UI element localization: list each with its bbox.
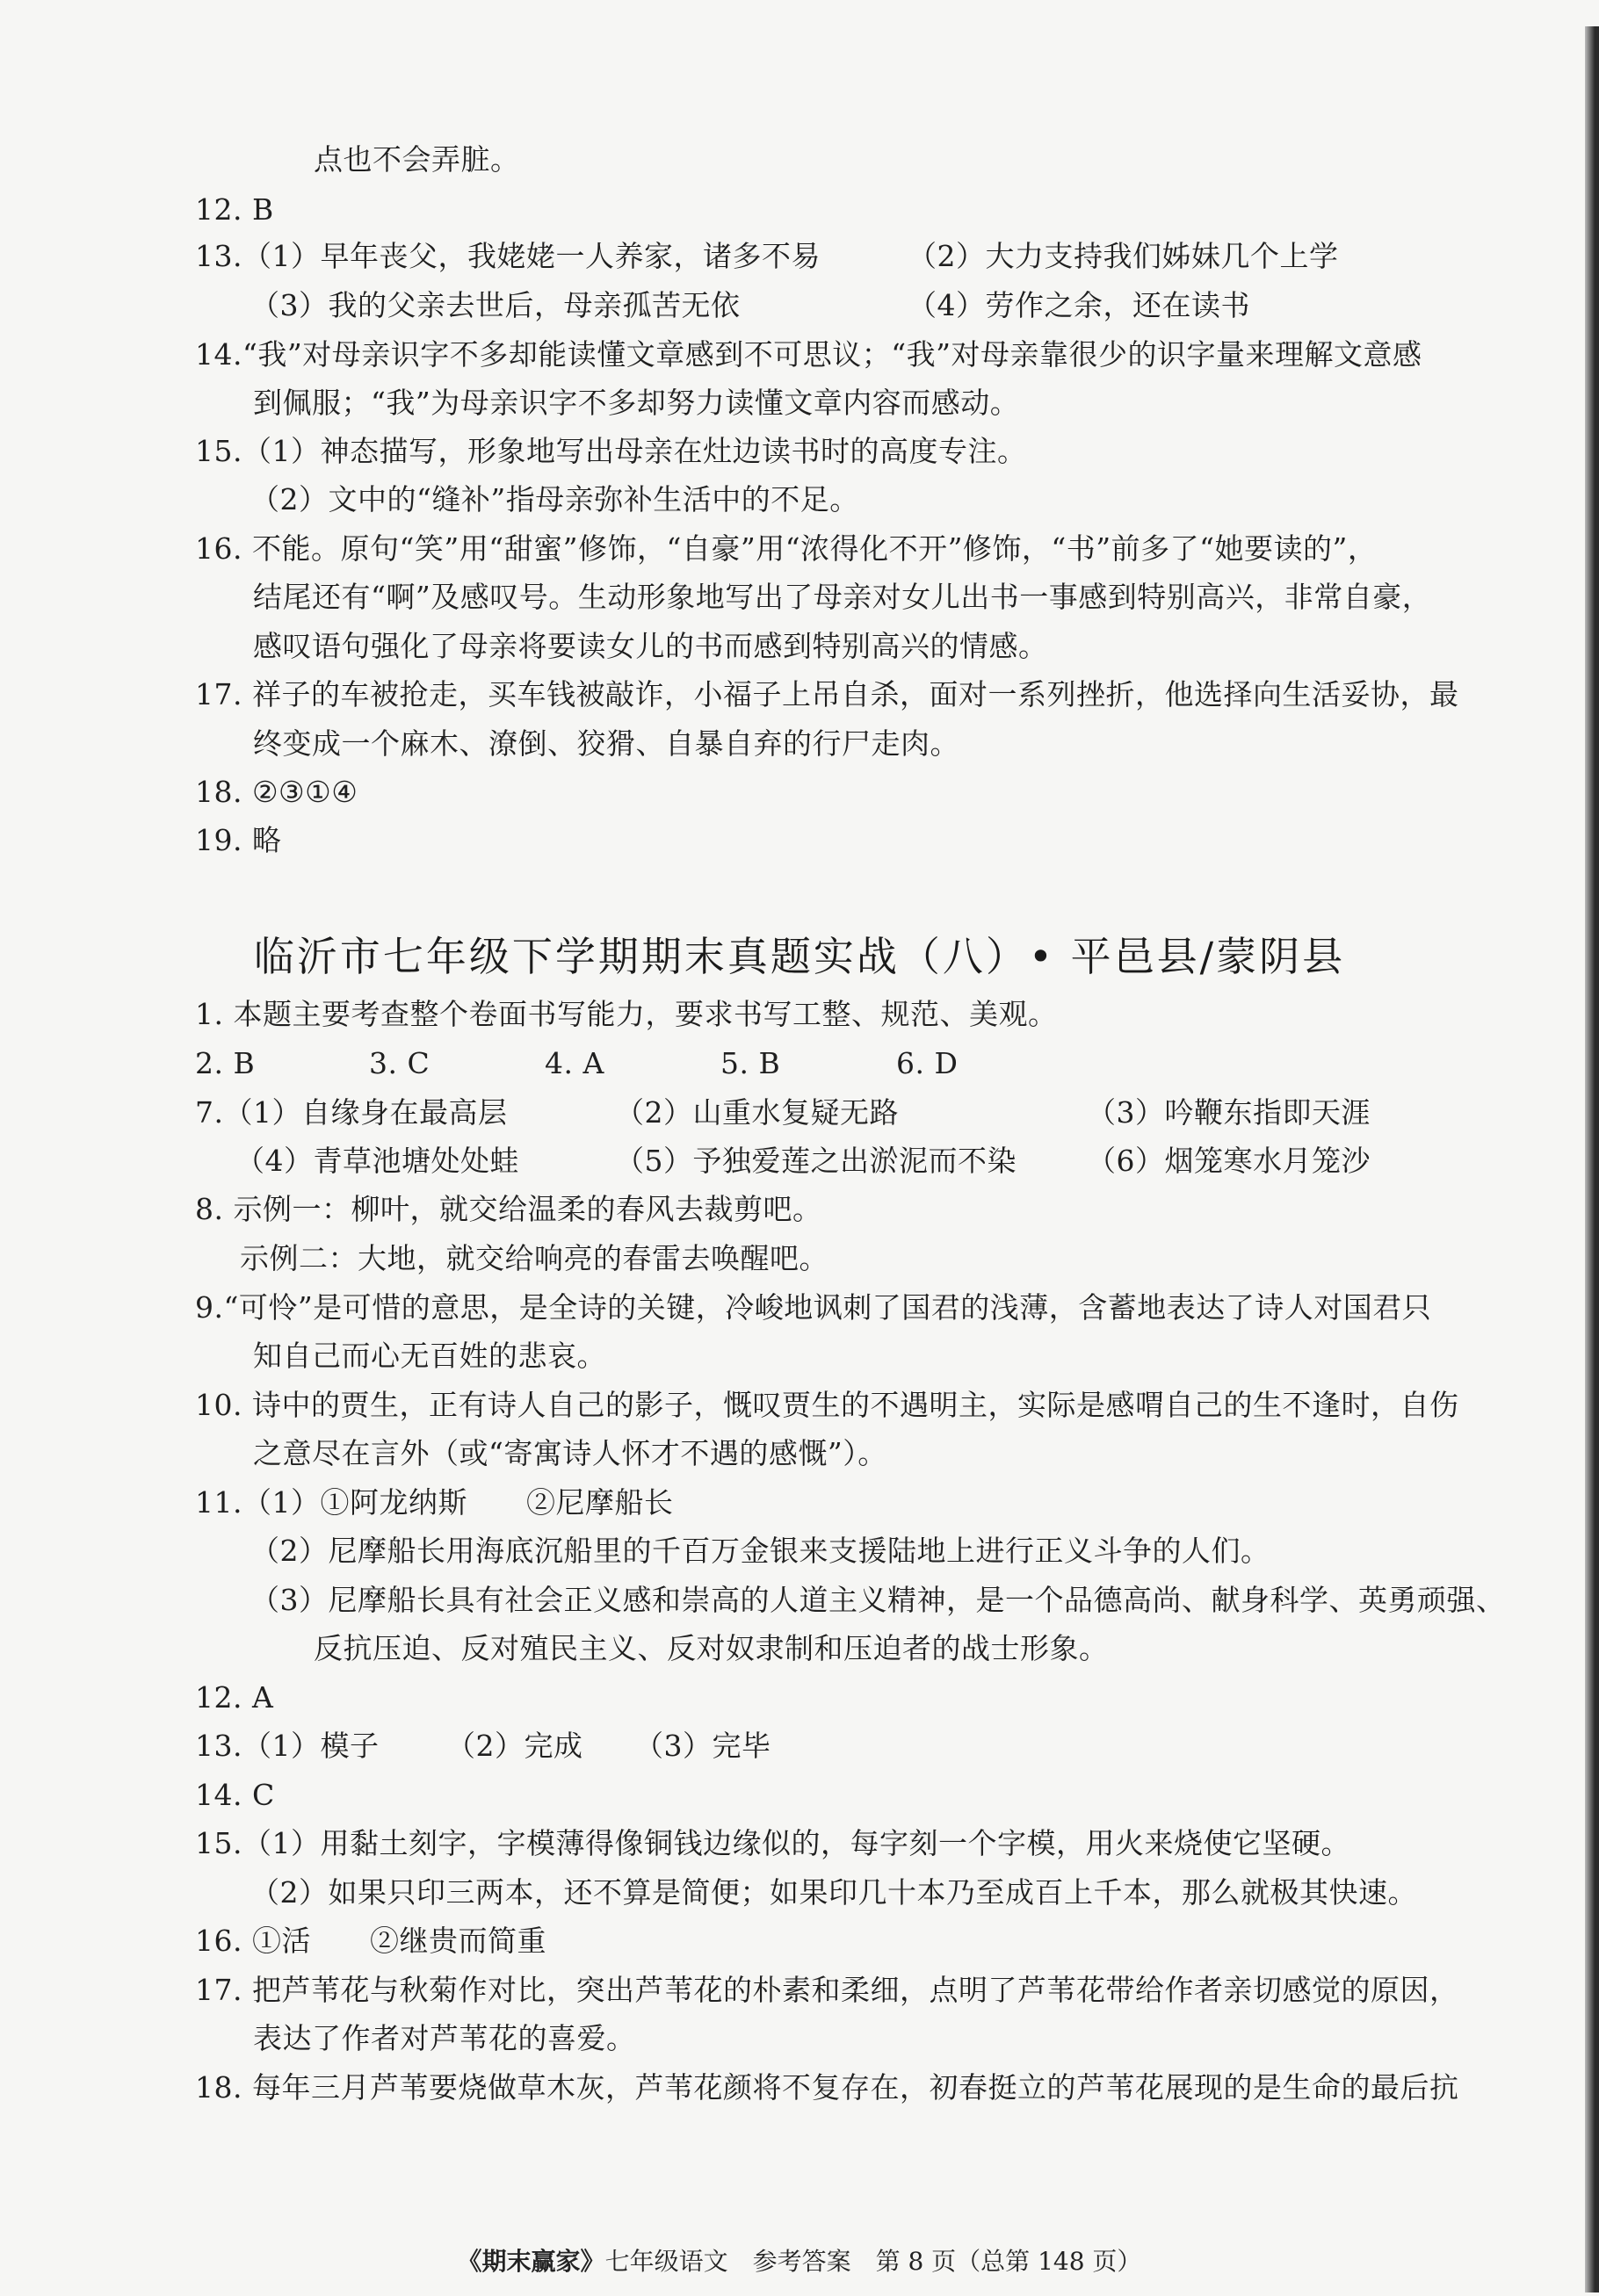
answer-15-part1: 15.（1）神态描写，形象地写出母亲在灶边读书时的高度专注。	[195, 434, 1027, 468]
answer-15-part1: 15.（1）用黏土刻字，字模薄得像铜钱边缘似的，每字刻一个字模，用火来烧使它坚硬。	[195, 1826, 1350, 1860]
text-line: 之意尽在言外（或“寄寓诗人怀才不遇的感慨”）。	[253, 1436, 887, 1470]
text-line: 知自己而心无百姓的悲哀。	[253, 1339, 606, 1373]
answer-4: 4. A	[545, 1046, 604, 1080]
footer-book-title: 《期末赢家》	[457, 2247, 605, 2276]
answer-13-part1: 13.（1）模子	[195, 1729, 380, 1763]
answer-10: 10. 诗中的贾生，正有诗人自己的影子，慨叹贾生的不遇明主，实际是感喟自己的生不逢时，自伤	[195, 1388, 1459, 1422]
answer-16: 16. ①活 ②继贵而简重	[195, 1924, 546, 1958]
answer-15-part2: （2）文中的“缝补”指母亲弥补生活中的不足。	[250, 482, 859, 516]
section-title: 临沂市七年级下学期期末真题实战（八）• 平邑县/蒙阴县	[253, 933, 1346, 980]
answer-9: 9.“可怜”是可惜的意思，是全诗的关键，冷峻地讽刺了国君的浅薄，含蓄地表达了诗人对国君只	[195, 1290, 1432, 1325]
answer-12: 12. A	[195, 1680, 274, 1715]
answer-13-part2: （2）大力支持我们姊妹几个上学	[908, 239, 1339, 273]
answer-7-part3: （3）吟鞭东指即天涯	[1087, 1095, 1371, 1130]
answer-7-part6: （6）烟笼寒水月笼沙	[1087, 1144, 1371, 1178]
answer-3: 3. C	[369, 1046, 430, 1080]
text-line: 感叹语句强化了母亲将要读女儿的书而感到特别高兴的情感。	[253, 629, 1048, 663]
answer-8-example1: 8. 示例一：柳叶，就交给温柔的春风去裁剪吧。	[195, 1192, 822, 1226]
answer-6: 6. D	[896, 1046, 959, 1080]
answer-7-part5: （5）予独爱莲之出淤泥而不染	[615, 1144, 1017, 1178]
answer-13-part1: 13.（1）早年丧父，我姥姥一人养家，诸多不易	[195, 239, 821, 273]
text-line: 表达了作者对芦苇花的喜爱。	[253, 2021, 636, 2055]
answer-12: 12. B	[195, 192, 274, 227]
answer-7-part4: （4）青草池塘处处蛙	[235, 1144, 519, 1178]
answer-13-part3: （3）完毕	[634, 1729, 771, 1763]
answer-16: 16. 不能。原句“笑”用“甜蜜”修饰，“自豪”用“浓得化不开”修饰，“书”前多了“她要读的”，	[195, 531, 1378, 566]
answer-11-part3: （3）尼摩船长具有社会正义感和崇高的人道主义精神，是一个品德高尚、献身科学、英勇顽强、	[250, 1583, 1506, 1617]
answer-17: 17. 把芦苇花与秋菊作对比，突出芦苇花的朴素和柔细，点明了芦苇花带给作者亲切感觉的原因，	[195, 1973, 1459, 2007]
answer-7-part2: （2）山重水复疑无路	[615, 1095, 899, 1130]
answer-13-part2: （2）完成	[446, 1729, 583, 1763]
answer-8-example2: 示例二：大地，就交给响亮的春雷去唤醒吧。	[240, 1241, 828, 1275]
answer-11-part2: （2）尼摩船长用海底沉船里的千百万金银来支援陆地上进行正义斗争的人们。	[250, 1534, 1270, 1568]
answer-18: 18. 每年三月芦苇要烧做草木灰，芦苇花颜将不复存在，初春挺立的芦苇花展现的是生命的最后抗	[195, 2070, 1459, 2105]
answer-5: 5. B	[720, 1046, 781, 1080]
answer-13-part3: （3）我的父亲去世后，母亲孤苦无依	[250, 288, 741, 322]
text-line: 点也不会弄脏。	[314, 142, 520, 177]
answer-1: 1. 本题主要考查整个卷面书写能力，要求书写工整、规范、美观。	[195, 997, 1058, 1031]
answer-7-part1: 7.（1）自缘身在最高层	[195, 1095, 508, 1130]
text-line: 终变成一个麻木、潦倒、狡猾、自暴自弃的行尸走肉。	[253, 726, 959, 761]
text-line: 到佩服；“我”为母亲识字不多却努力读懂文章内容而感动。	[253, 386, 1020, 420]
answer-17: 17. 祥子的车被抢走，买车钱被敲诈，小福子上吊自杀，面对一系列挫折，他选择向生活妥协，最	[195, 677, 1459, 711]
footer-page-info: 七年级语文 参考答案 第 8 页（总第 148 页）	[604, 2247, 1142, 2276]
answer-14: 14.“我”对母亲识字不多却能读懂文章感到不可思议；“我”对母亲靠很少的识字量来理解文意感	[195, 337, 1422, 372]
answer-14: 14. C	[195, 1778, 275, 1812]
answer-19: 19. 略	[195, 823, 282, 857]
page-footer	[0, 2245, 1599, 2278]
answer-15-part2: （2）如果只印三两本，还不算是简便；如果印几十本乃至成百上千本，那么就极其快速。	[250, 1875, 1417, 1910]
page-edge-shadow	[1585, 26, 1599, 2292]
answer-2: 2. B	[195, 1046, 256, 1080]
answer-18: 18. ②③①④	[195, 775, 358, 809]
answer-13-part4: （4）劳作之余，还在读书	[908, 288, 1250, 322]
text-line: 结尾还有“啊”及感叹号。生动形象地写出了母亲对女儿出书一事感到特别高兴，非常自豪，	[253, 580, 1432, 614]
text-line: 反抗压迫、反对殖民主义、反对奴隶制和压迫者的战士形象。	[314, 1631, 1109, 1665]
answer-11-part1: 11.（1）①阿龙纳斯 ②尼摩船长	[195, 1485, 674, 1520]
